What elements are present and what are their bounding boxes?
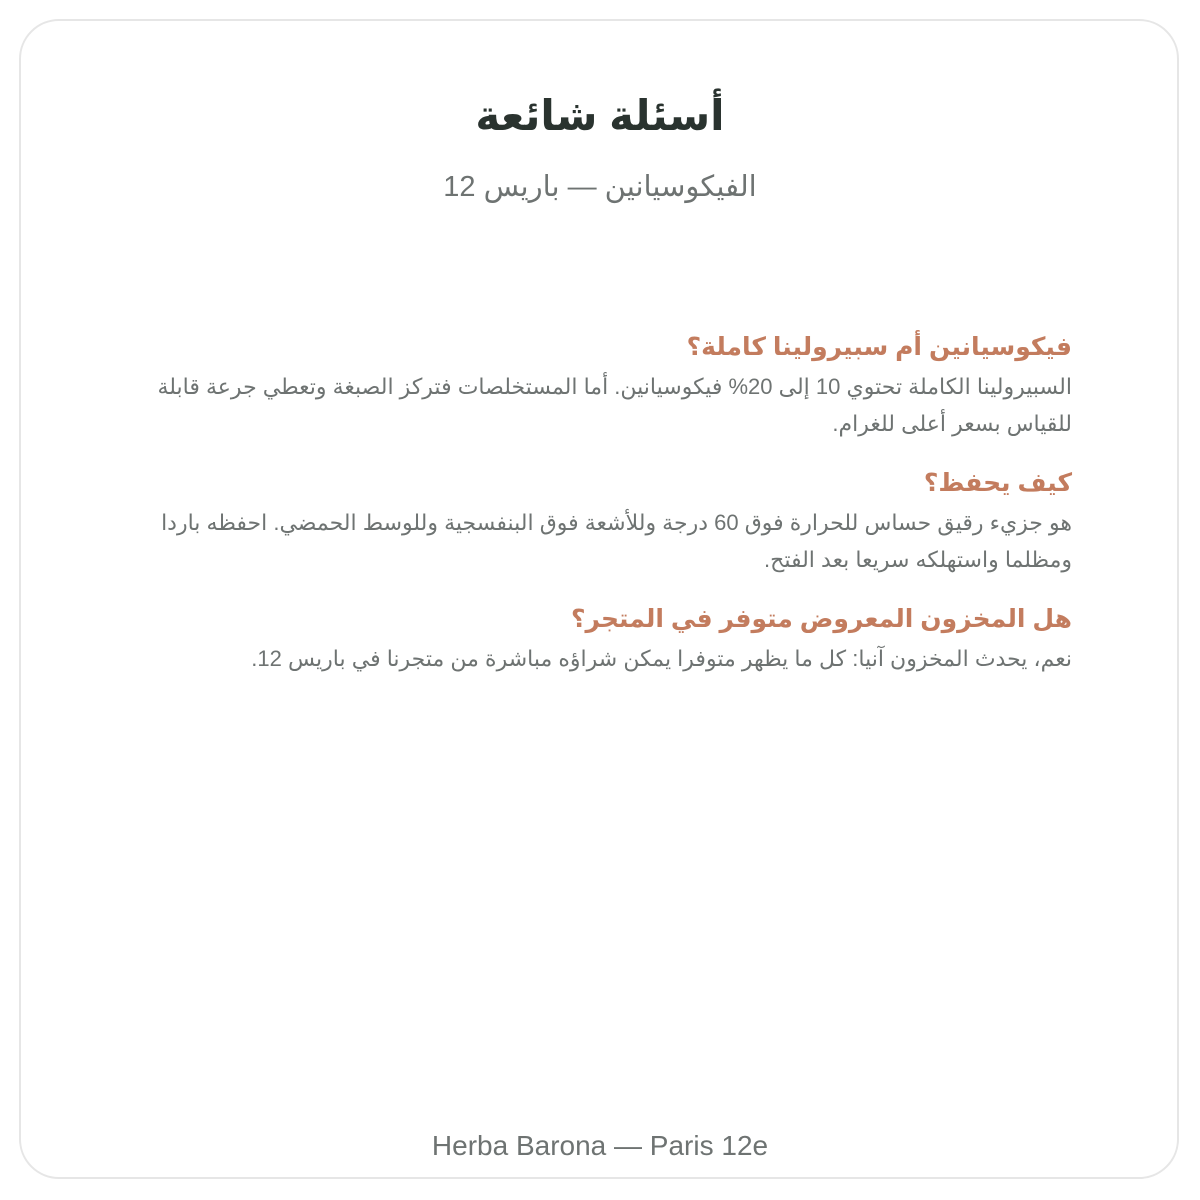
faq-item (120, 602, 1072, 677)
faq-answer: هو جزيء رقيق حساس للحرارة فوق 60 درجة وللأشعة فوق البنفسجية وللوسط الحمضي. احفظه باردا ومظلما واستهلكه سريعا بعد الفتح. (161, 510, 1072, 572)
faq-answer: نعم، يحدث المخزون آنيا: كل ما يظهر متوفرا يمكن شراؤه مباشرة من متجرنا في باريس 12. (251, 646, 1072, 671)
footer-store-name: Herba Barona — Paris 12e (431, 1130, 769, 1161)
page-subtitle: الفيكوسيانين — باريس 12 (443, 171, 757, 203)
faq-question: كيف يحفظ؟ (923, 469, 1072, 497)
faq-item (120, 330, 1072, 442)
page-title: أسئلة شائعة (475, 92, 725, 139)
faq-item (120, 466, 1072, 578)
faq-question: فيكوسيانين أم سبيرولينا كاملة؟ (686, 333, 1072, 361)
faq-question: هل المخزون المعروض متوفر في المتجر؟ (570, 605, 1072, 633)
faq-answer: السبيرولينا الكاملة تحتوي 10 إلى 20% فيكوسيانين. أما المستخلصات فتركز الصبغة وتعطي جرعة قابلة للقياس بسعر أعلى للغرام. (157, 374, 1072, 436)
faq-list (120, 330, 1072, 701)
